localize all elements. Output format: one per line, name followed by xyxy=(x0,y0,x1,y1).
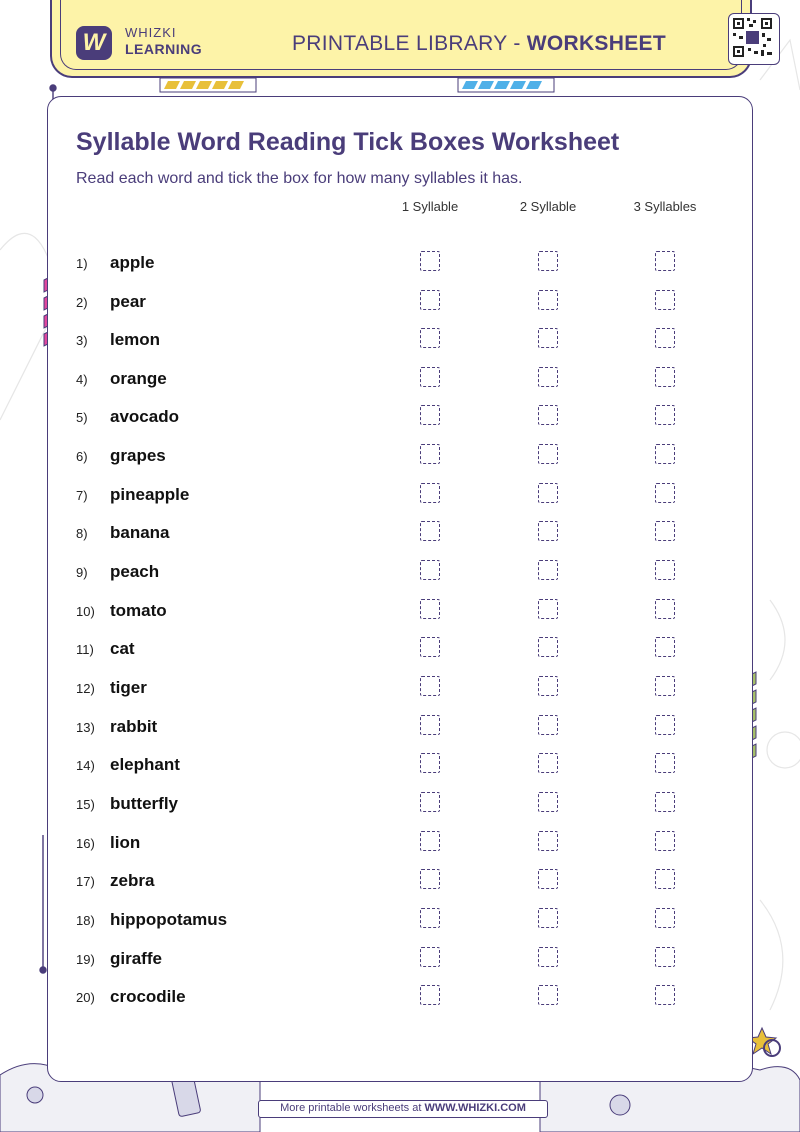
word-row xyxy=(0,674,800,704)
tick-box-1-syllable[interactable] xyxy=(420,792,440,812)
item-word: pear xyxy=(110,292,146,311)
item-number: 15) xyxy=(76,797,95,812)
word-row xyxy=(0,829,800,859)
tick-box-2-syllable[interactable] xyxy=(538,367,558,387)
word-row xyxy=(0,326,800,356)
tick-box-1-syllable[interactable] xyxy=(420,290,440,310)
tick-box-1-syllable[interactable] xyxy=(420,831,440,851)
tick-box-3-syllables[interactable] xyxy=(655,483,675,503)
item-word: elephant xyxy=(110,755,180,774)
tick-box-1-syllable[interactable] xyxy=(420,405,440,425)
item-word: tiger xyxy=(110,678,147,697)
tick-box-3-syllables[interactable] xyxy=(655,715,675,735)
tick-box-3-syllables[interactable] xyxy=(655,405,675,425)
item-number: 9) xyxy=(76,565,88,580)
tick-box-1-syllable[interactable] xyxy=(420,753,440,773)
item-word: tomato xyxy=(110,601,167,620)
tick-box-3-syllables[interactable] xyxy=(655,251,675,271)
item-word: hippopotamus xyxy=(110,910,228,929)
item-number: 5) xyxy=(76,410,88,425)
item-word: giraffe xyxy=(110,949,162,968)
item-number: 6) xyxy=(76,449,88,464)
tick-box-1-syllable[interactable] xyxy=(420,251,440,271)
item-number: 12) xyxy=(76,681,95,696)
tick-box-3-syllables[interactable] xyxy=(655,831,675,851)
word-row xyxy=(0,751,800,781)
tick-box-1-syllable[interactable] xyxy=(420,483,440,503)
item-number: 3) xyxy=(76,333,88,348)
tick-box-3-syllables[interactable] xyxy=(655,290,675,310)
tick-box-1-syllable[interactable] xyxy=(420,560,440,580)
tick-box-1-syllable[interactable] xyxy=(420,637,440,657)
tick-box-2-syllable[interactable] xyxy=(538,483,558,503)
tick-box-1-syllable[interactable] xyxy=(420,367,440,387)
tick-box-3-syllables[interactable] xyxy=(655,676,675,696)
word-row xyxy=(0,288,800,318)
word-row xyxy=(0,635,800,665)
tick-box-2-syllable[interactable] xyxy=(538,908,558,928)
item-number: 20) xyxy=(76,990,95,1005)
tick-box-2-syllable[interactable] xyxy=(538,521,558,541)
logo-text-line2: LEARNING xyxy=(125,41,203,57)
item-word: apple xyxy=(110,253,155,272)
item-number: 4) xyxy=(76,372,88,387)
item-number: 7) xyxy=(76,488,88,503)
tick-box-2-syllable[interactable] xyxy=(538,947,558,967)
tick-box-1-syllable[interactable] xyxy=(420,676,440,696)
item-number: 8) xyxy=(76,526,88,541)
item-number: 11) xyxy=(76,642,94,657)
tick-box-2-syllable[interactable] xyxy=(538,753,558,773)
word-row xyxy=(0,713,800,743)
footer-prefix: More printable worksheets at xyxy=(280,1102,425,1114)
header-banner xyxy=(50,0,752,78)
column-header-2-syllable: 2 Syllable xyxy=(519,199,577,214)
tick-box-2-syllable[interactable] xyxy=(538,251,558,271)
tick-box-3-syllables[interactable] xyxy=(655,637,675,657)
item-number: 1) xyxy=(76,256,88,271)
tick-box-2-syllable[interactable] xyxy=(538,328,558,348)
item-number: 17) xyxy=(76,874,95,889)
word-row xyxy=(0,365,800,395)
tick-box-1-syllable[interactable] xyxy=(420,985,440,1005)
item-word: butterfly xyxy=(110,794,178,813)
item-word: grapes xyxy=(110,446,166,465)
tick-box-3-syllables[interactable] xyxy=(655,328,675,348)
column-header-1-syllable: 1 Syllable xyxy=(401,199,459,214)
tick-box-3-syllables[interactable] xyxy=(655,599,675,619)
qr-code-icon[interactable] xyxy=(728,13,780,65)
tick-box-1-syllable[interactable] xyxy=(420,444,440,464)
word-row xyxy=(0,403,800,433)
tick-box-2-syllable[interactable] xyxy=(538,715,558,735)
footer-link[interactable]: WWW.WHIZKI.COM xyxy=(424,1102,526,1114)
word-row xyxy=(0,906,800,936)
item-number: 13) xyxy=(76,720,95,735)
word-row xyxy=(0,867,800,897)
tick-box-3-syllables[interactable] xyxy=(655,908,675,928)
item-word: avocado xyxy=(110,407,179,426)
tick-box-1-syllable[interactable] xyxy=(420,869,440,889)
tick-box-1-syllable[interactable] xyxy=(420,328,440,348)
worksheet-title: Syllable Word Reading Tick Boxes Worksheet xyxy=(76,128,620,156)
item-word: banana xyxy=(110,523,170,542)
item-word: lemon xyxy=(110,330,161,349)
tick-box-2-syllable[interactable] xyxy=(538,676,558,696)
tick-box-1-syllable[interactable] xyxy=(420,715,440,735)
tick-box-3-syllables[interactable] xyxy=(655,444,675,464)
tick-box-2-syllable[interactable] xyxy=(538,985,558,1005)
tick-box-2-syllable[interactable] xyxy=(538,599,558,619)
word-row xyxy=(0,442,800,472)
tick-box-1-syllable[interactable] xyxy=(420,947,440,967)
item-word: cat xyxy=(110,639,135,658)
header-title-emphasis: WORKSHEET xyxy=(526,32,666,55)
tick-box-2-syllable[interactable] xyxy=(538,869,558,889)
tick-box-3-syllables[interactable] xyxy=(655,792,675,812)
tick-box-2-syllable[interactable] xyxy=(538,560,558,580)
item-number: 18) xyxy=(76,913,95,928)
tick-box-2-syllable[interactable] xyxy=(538,405,558,425)
tick-box-2-syllable[interactable] xyxy=(538,792,558,812)
tick-box-2-syllable[interactable] xyxy=(538,637,558,657)
logo-text-line1: WHIZKI xyxy=(125,25,177,40)
word-row xyxy=(0,481,800,511)
tick-box-2-syllable[interactable] xyxy=(538,831,558,851)
qr-code-graphic xyxy=(729,14,776,61)
item-word: zebra xyxy=(110,871,155,890)
column-header-3-syllables: 3 Syllables xyxy=(633,199,697,214)
word-row xyxy=(0,249,800,279)
tick-box-3-syllables[interactable] xyxy=(655,521,675,541)
tick-box-3-syllables[interactable] xyxy=(655,367,675,387)
tick-box-3-syllables[interactable] xyxy=(655,869,675,889)
tick-box-3-syllables[interactable] xyxy=(655,985,675,1005)
word-row xyxy=(0,945,800,975)
item-word: lion xyxy=(110,833,141,852)
header-title xyxy=(292,32,666,56)
tick-box-1-syllable[interactable] xyxy=(420,908,440,928)
whizki-logo-icon[interactable]: W xyxy=(76,26,112,60)
item-number: 2) xyxy=(76,295,88,310)
tick-box-2-syllable[interactable] xyxy=(538,444,558,464)
word-row xyxy=(0,597,800,627)
tick-box-1-syllable[interactable] xyxy=(420,599,440,619)
item-word: rabbit xyxy=(110,717,158,736)
item-word: crocodile xyxy=(110,987,186,1006)
word-row xyxy=(0,983,800,1013)
item-word: orange xyxy=(110,369,167,388)
footer-banner xyxy=(258,1100,548,1118)
word-row xyxy=(0,519,800,549)
tick-box-1-syllable[interactable] xyxy=(420,521,440,541)
tick-box-3-syllables[interactable] xyxy=(655,560,675,580)
tick-box-3-syllables[interactable] xyxy=(655,947,675,967)
item-word: peach xyxy=(110,562,160,581)
tick-box-3-syllables[interactable] xyxy=(655,753,675,773)
item-number: 14) xyxy=(76,758,95,773)
word-row xyxy=(0,558,800,588)
item-number: 19) xyxy=(76,952,95,967)
item-word: pineapple xyxy=(110,485,190,504)
header-title-prefix: PRINTABLE LIBRARY - xyxy=(292,32,527,55)
item-number: 16) xyxy=(76,836,95,851)
worksheet-instructions: Read each word and tick the box for how many syllables it has. xyxy=(76,170,523,187)
tick-box-2-syllable[interactable] xyxy=(538,290,558,310)
word-row xyxy=(0,790,800,820)
item-number: 10) xyxy=(76,604,95,619)
